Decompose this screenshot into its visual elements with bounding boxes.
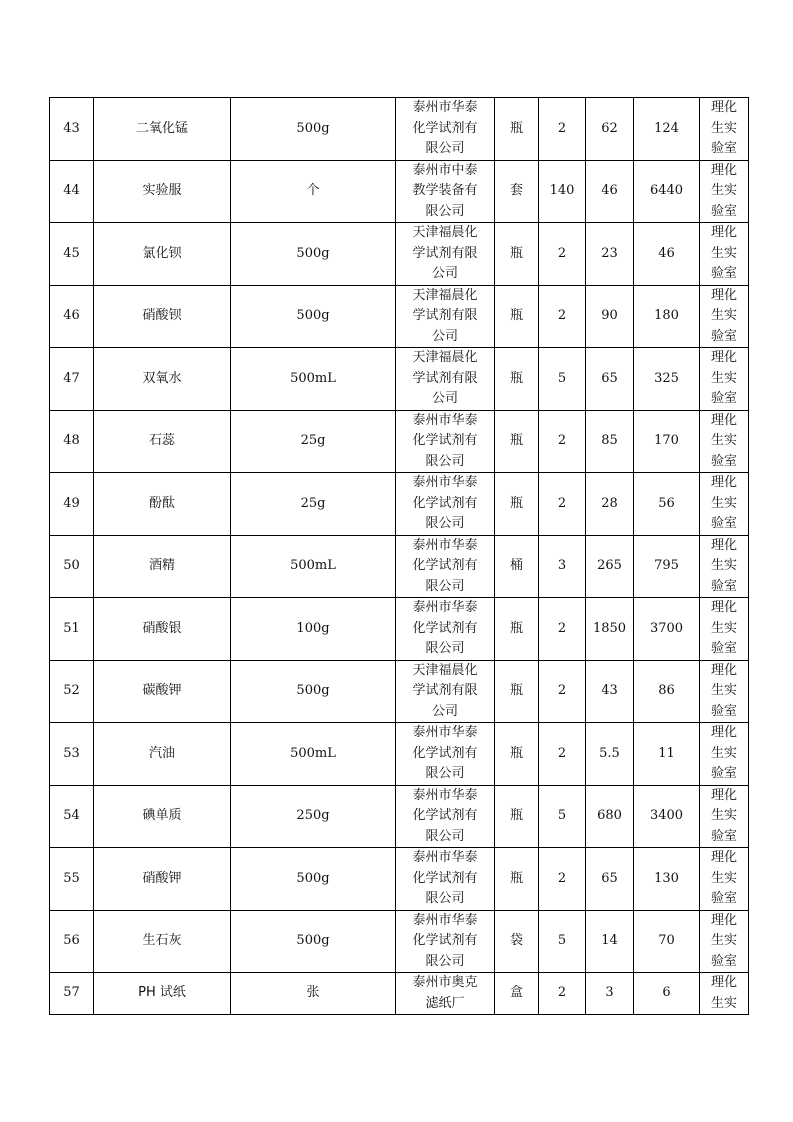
department-line: 验室 [710,766,737,781]
table-row [50,98,749,161]
supplier-name-line: 限公司 [425,578,465,594]
item-spec: 25g [231,473,396,536]
supplier-name-line: 教学装备有 [412,183,478,198]
supplier-name [396,910,495,973]
item-quantity: 5 [539,910,586,973]
table-row [50,973,749,1015]
department [700,348,749,411]
total-amount: 130 [634,848,700,911]
item-unit: 瓶 [495,98,539,161]
supplier-name-line: 化学试剂有 [412,495,478,511]
supplier-name-line: 化学试剂有 [412,870,478,886]
item-spec: 500g [231,285,396,348]
unit-price: 14 [586,910,634,973]
item-unit: 瓶 [495,223,539,286]
item-unit: 瓶 [495,660,539,723]
table-row [50,848,749,911]
table-row [50,473,749,536]
row-number: 44 [50,160,94,223]
supplier-name-line: 泰州市华泰 [412,537,478,553]
supplier-name [396,473,495,536]
item-unit: 瓶 [495,410,539,473]
supplier-name [396,348,495,411]
supplier-name-line: 限公司 [425,641,465,656]
supplier-name [396,535,495,598]
item-spec: 25g [231,410,396,473]
item-name: 碳酸钾 [94,660,231,723]
table-row [50,598,749,661]
department-line: 理化 [710,162,737,178]
row-number: 46 [50,285,94,348]
unit-price: 85 [586,410,634,473]
department-line: 验室 [710,266,737,281]
row-number: 52 [50,660,94,723]
unit-price: 28 [586,473,634,536]
unit-price: 680 [586,785,634,848]
department-line: 生实 [710,558,737,573]
unit-price: 62 [586,98,634,161]
item-unit: 瓶 [495,598,539,661]
supplier-name-line: 泰州市华泰 [412,725,478,740]
department-line: 验室 [710,953,737,969]
supplier-name-line: 泰州市华泰 [412,850,478,865]
table-row [50,660,749,723]
department-line: 理化 [710,475,737,490]
department-line: 理化 [710,350,737,365]
item-name: 氯化钡 [94,223,231,286]
total-amount: 325 [634,348,700,411]
department-line: 验室 [710,516,737,531]
total-amount: 180 [634,285,700,348]
item-unit: 瓶 [495,848,539,911]
total-amount: 56 [634,473,700,536]
item-quantity: 2 [539,410,586,473]
supplier-name-line: 限公司 [425,766,465,781]
item-name: 石蕊 [94,410,231,473]
supplier-name-line: 天津福晨化 [412,287,478,303]
item-spec: 100g [231,598,396,661]
row-number: 51 [50,598,94,661]
item-quantity: 2 [539,598,586,661]
total-amount: 6 [634,973,700,1015]
supplier-name-line: 限公司 [425,141,465,156]
item-quantity: 2 [539,723,586,786]
supplier-name [396,410,495,473]
unit-price: 23 [586,223,634,286]
supply-table [49,97,749,1015]
table-row [50,535,749,598]
item-name: 碘单质 [94,785,231,848]
supplier-name-line: 天津福晨化 [412,662,478,678]
department-line: 生实 [710,620,737,636]
table-row [50,723,749,786]
total-amount: 795 [634,535,700,598]
department [700,785,749,848]
item-name: 硝酸钾 [94,848,231,911]
supplier-name [396,723,495,786]
total-amount: 3400 [634,785,700,848]
row-number: 48 [50,410,94,473]
total-amount: 11 [634,723,700,786]
supplier-name-line: 限公司 [425,453,465,469]
item-spec: 个 [231,160,396,223]
item-name: 实验服 [94,160,231,223]
item-name: 二氧化锰 [94,98,231,161]
item-name: 硝酸钡 [94,285,231,348]
supplier-name-line: 泰州市奥克 [412,975,478,990]
department-line: 理化 [710,662,737,678]
supplier-name-line: 泰州市华泰 [412,100,478,115]
supplier-name-line: 限公司 [425,516,465,531]
department-line: 验室 [710,453,737,469]
supplier-name-line: 泰州市华泰 [412,912,478,928]
supplier-name-line: 公司 [431,266,458,281]
supplier-name-line: 化学试剂有 [412,745,478,761]
department-line: 验室 [710,828,737,844]
table-row [50,785,749,848]
unit-price: 65 [586,848,634,911]
item-quantity: 5 [539,348,586,411]
row-number: 53 [50,723,94,786]
item-unit: 袋 [495,910,539,973]
department-line: 理化 [710,850,737,865]
table-row [50,285,749,348]
row-number: 57 [50,973,94,1015]
unit-price: 1850 [586,598,634,661]
item-unit: 瓶 [495,285,539,348]
total-amount: 3700 [634,598,700,661]
total-amount: 46 [634,223,700,286]
item-spec: 500mL [231,348,396,411]
item-spec: 500mL [231,723,396,786]
row-number: 50 [50,535,94,598]
table-row [50,348,749,411]
row-number: 56 [50,910,94,973]
department-line: 理化 [710,975,737,990]
supplier-name-line: 泰州市华泰 [412,787,478,803]
item-spec: 500g [231,848,396,911]
department-line: 生实 [710,308,737,323]
item-spec: 500g [231,910,396,973]
supplier-name [396,98,495,161]
item-quantity: 2 [539,473,586,536]
item-name: 硝酸银 [94,598,231,661]
item-quantity: 2 [539,973,586,1015]
supplier-name-line: 公司 [431,703,458,719]
item-unit: 瓶 [495,723,539,786]
department-line: 验室 [710,703,737,719]
total-amount: 124 [634,98,700,161]
department-line: 验室 [710,328,737,344]
department-line: 生实 [710,495,737,511]
item-spec: 500mL [231,535,396,598]
item-name: 生石灰 [94,910,231,973]
item-quantity: 2 [539,98,586,161]
item-quantity: 5 [539,785,586,848]
total-amount: 86 [634,660,700,723]
supplier-name-line: 化学试剂有 [412,620,478,636]
supplier-name-line: 泰州市中泰 [412,162,478,178]
supplier-name-line: 化学试剂有 [412,933,478,948]
unit-price: 90 [586,285,634,348]
department-line: 理化 [710,225,737,240]
item-spec: 250g [231,785,396,848]
item-quantity: 2 [539,223,586,286]
unit-price: 265 [586,535,634,598]
department [700,98,749,161]
item-quantity: 2 [539,660,586,723]
department-line: 生实 [710,745,737,761]
item-unit: 瓶 [495,785,539,848]
supplier-name-line: 化学试剂有 [412,808,478,823]
department-line: 理化 [710,100,737,115]
department-line: 生实 [710,683,737,698]
item-unit: 盒 [495,973,539,1015]
supplier-name-line: 学试剂有限 [412,370,478,386]
department-line: 验室 [710,141,737,156]
item-spec: 500g [231,660,396,723]
total-amount: 170 [634,410,700,473]
item-quantity: 140 [539,160,586,223]
supplier-name [396,598,495,661]
department-line: 理化 [710,725,737,740]
unit-price: 5.5 [586,723,634,786]
department-line: 生实 [710,370,737,386]
unit-price: 3 [586,973,634,1015]
department-line: 生实 [710,808,737,823]
item-spec: 500g [231,98,396,161]
row-number: 49 [50,473,94,536]
row-number: 47 [50,348,94,411]
item-name: PH 试纸 [94,973,231,1015]
supplier-name [396,160,495,223]
department-line: 验室 [710,641,737,656]
department [700,473,749,536]
department-line: 理化 [710,787,737,803]
unit-price: 46 [586,160,634,223]
department-line: 生实 [710,183,737,198]
unit-price: 43 [586,660,634,723]
row-number: 55 [50,848,94,911]
department-line: 生实 [710,433,737,448]
row-number: 45 [50,223,94,286]
supplier-name [396,285,495,348]
item-unit: 瓶 [495,473,539,536]
department [700,410,749,473]
table-body [50,98,749,1015]
supplier-name [396,660,495,723]
item-name: 酚酞 [94,473,231,536]
supplier-name-line: 天津福晨化 [412,350,478,365]
department [700,848,749,911]
supplier-name-line: 公司 [431,391,458,406]
department-line: 理化 [710,287,737,303]
item-name: 汽油 [94,723,231,786]
department [700,598,749,661]
table-row [50,410,749,473]
item-unit: 桶 [495,535,539,598]
department-line: 理化 [710,412,737,428]
supplier-name-line: 天津福晨化 [412,225,478,240]
supplier-name-line: 公司 [431,328,458,344]
department-line: 验室 [710,578,737,594]
department [700,723,749,786]
item-quantity: 3 [539,535,586,598]
item-name: 酒精 [94,535,231,598]
item-name: 双氧水 [94,348,231,411]
row-number: 43 [50,98,94,161]
supplier-name-line: 学试剂有限 [412,683,478,698]
total-amount: 6440 [634,160,700,223]
department [700,160,749,223]
item-unit: 瓶 [495,348,539,411]
supplier-name-line: 泰州市华泰 [412,475,478,490]
department [700,910,749,973]
department-line: 理化 [710,600,737,615]
department-line: 生实 [710,120,737,136]
table-row [50,223,749,286]
department-line: 验室 [710,891,737,906]
item-spec: 500g [231,223,396,286]
item-quantity: 2 [539,285,586,348]
supplier-name-line: 学试剂有限 [412,245,478,261]
supplier-name-line: 限公司 [425,891,465,906]
supplier-name [396,223,495,286]
department [700,285,749,348]
row-number: 54 [50,785,94,848]
unit-price: 65 [586,348,634,411]
department-line: 验室 [710,203,737,219]
department-line: 理化 [710,912,737,928]
department [700,973,749,1015]
table-row [50,910,749,973]
department-line: 验室 [710,391,737,406]
total-amount: 70 [634,910,700,973]
department [700,535,749,598]
department-line: 生实 [710,995,737,1011]
table-row [50,160,749,223]
supplier-name [396,973,495,1015]
item-quantity: 2 [539,848,586,911]
supplier-name-line: 限公司 [425,953,465,969]
supplier-name-line: 化学试剂有 [412,433,478,448]
supplier-name-line: 限公司 [425,203,465,219]
department-line: 生实 [710,933,737,948]
department-line: 理化 [710,537,737,553]
supplier-name-line: 泰州市华泰 [412,600,478,615]
item-spec: 张 [231,973,396,1015]
supplier-name-line: 泰州市华泰 [412,412,478,428]
supplier-name-line: 滤纸厂 [425,995,465,1011]
item-unit: 套 [495,160,539,223]
department [700,223,749,286]
department [700,660,749,723]
supplier-name [396,848,495,911]
department-line: 生实 [710,245,737,261]
supplier-name-line: 限公司 [425,828,465,844]
supplier-name-line: 化学试剂有 [412,120,478,136]
supplier-name [396,785,495,848]
supplier-name-line: 学试剂有限 [412,308,478,323]
supplier-name-line: 化学试剂有 [412,558,478,573]
department-line: 生实 [710,870,737,886]
